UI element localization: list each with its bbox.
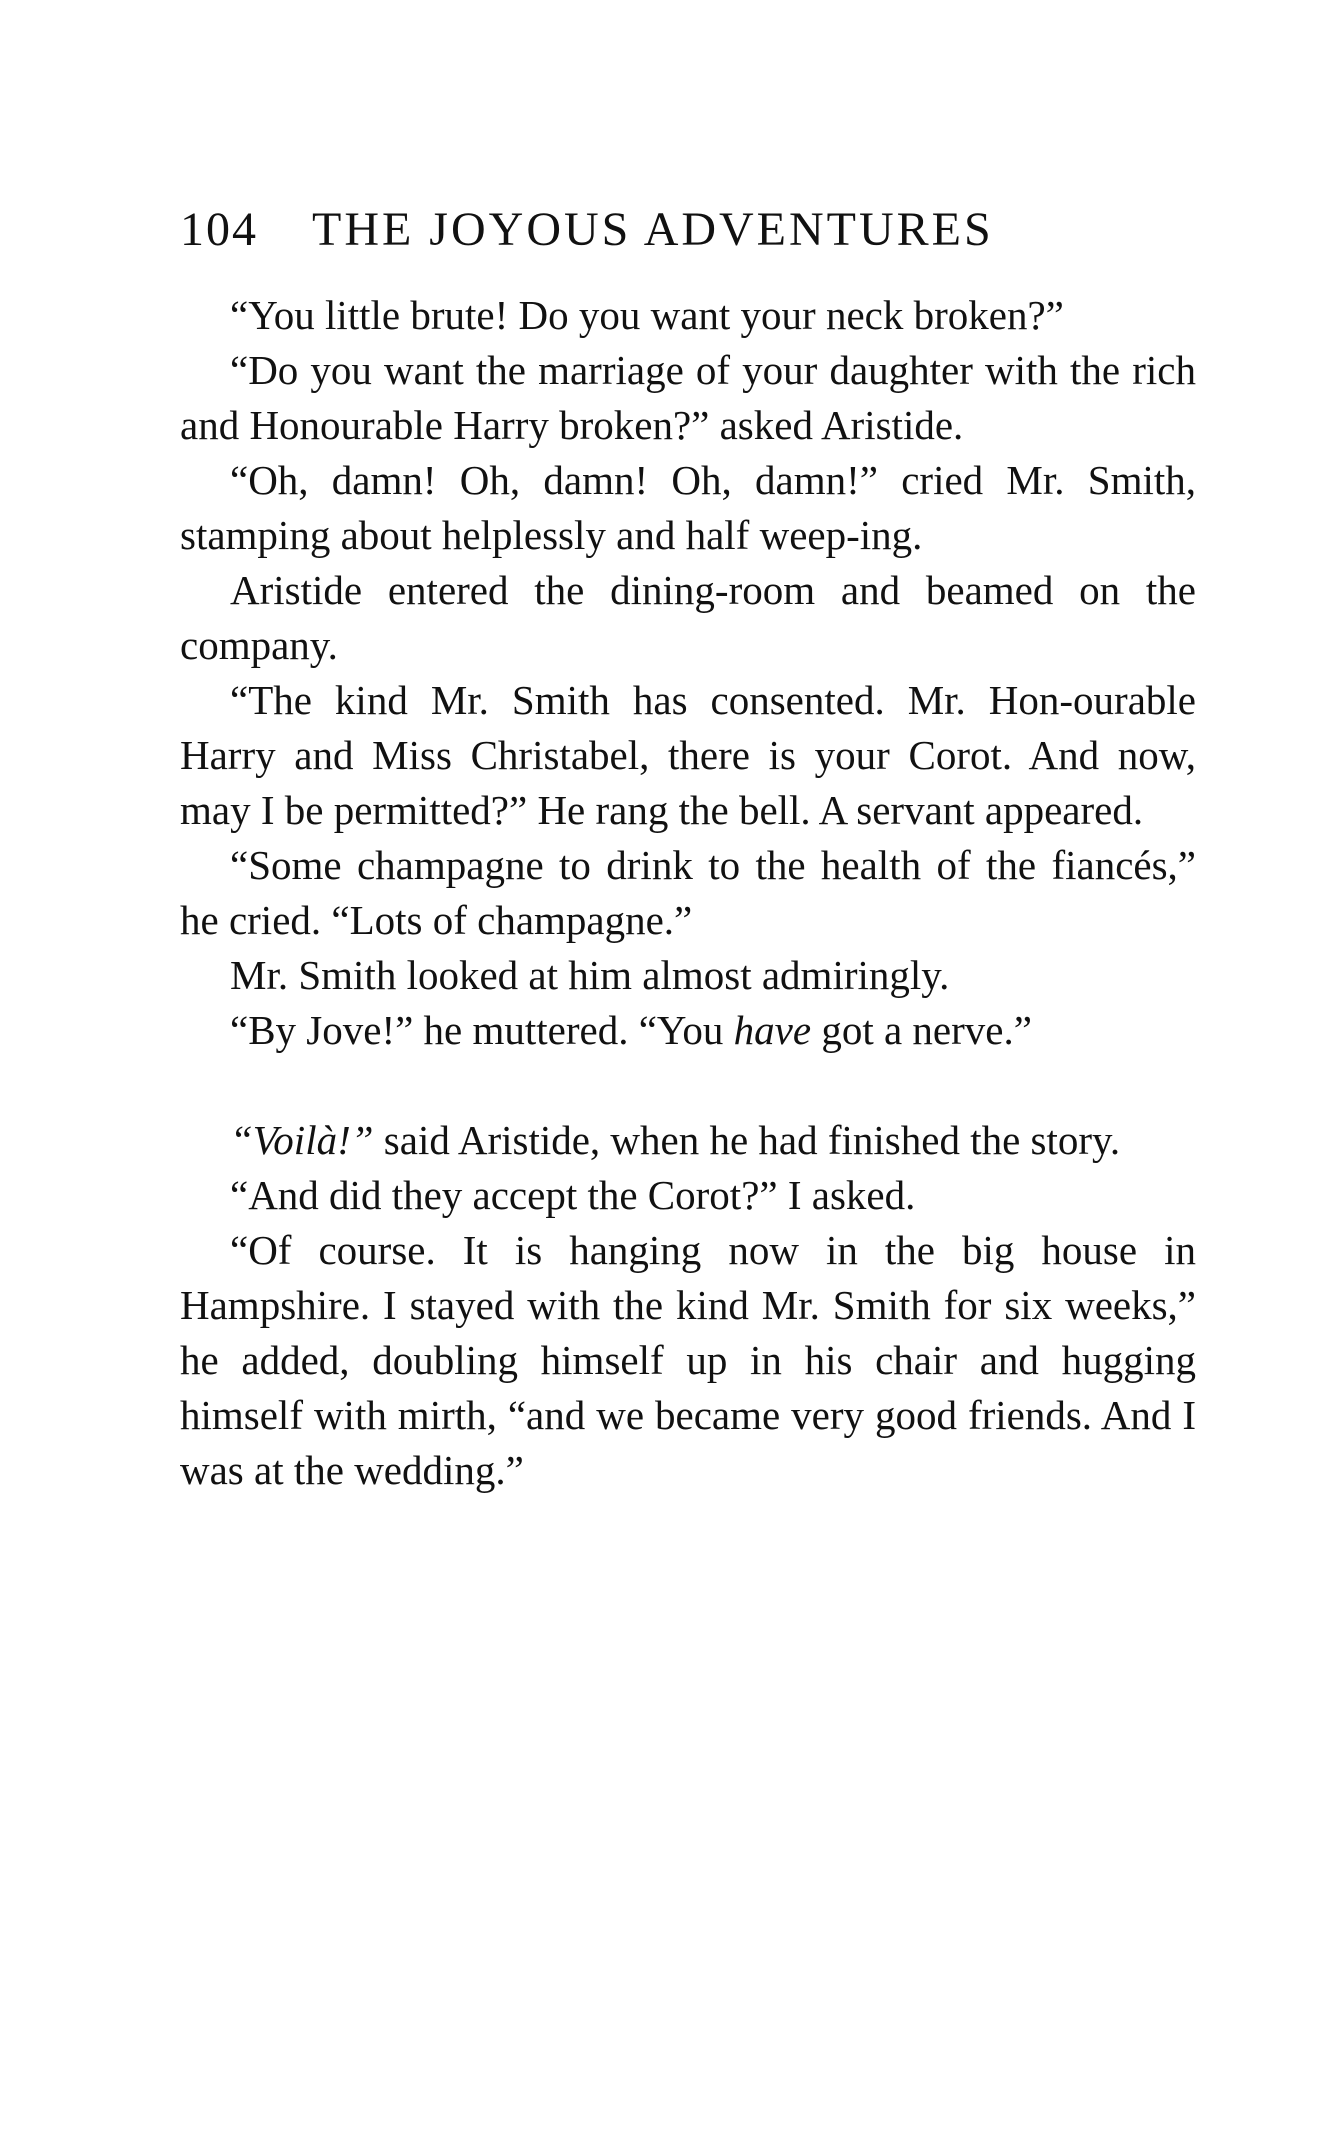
paragraph-8-part-1: “By Jove!” he muttered. “You: [230, 1007, 734, 1053]
paragraph-9: [180, 1113, 1196, 1168]
body-text: [180, 288, 1196, 1498]
paragraph-1: “You little brute! Do you want your neck broken?”: [230, 292, 1064, 338]
page-number: 104: [180, 203, 258, 256]
paragraph-11: “Of course. It is hanging now in the big house in Hampshire. I stayed with the kind Mr. Smith for six weeks,” he added, doubling himself up in his chair and hugging himself with mirth, “and we became very good friends. And I was at the wedding.”: [180, 1227, 1196, 1493]
paragraph-8-part-2: got a nerve.”: [811, 1007, 1032, 1053]
paragraph-8: [180, 1003, 1196, 1058]
paragraph-5: “The kind Mr. Smith has consented. Mr. Hon-ourable Harry and Miss Christabel, there is your Corot. And now, may I be permitted?” He rang the bell. A servant appeared.: [180, 677, 1196, 833]
paragraph-2: “Do you want the marriage of your daughter with the rich and Honourable Harry broken?” asked Aristide.: [180, 347, 1196, 448]
paragraph-6: “Some champagne to drink to the health of the fiancés,” he cried. “Lots of champagne.”: [180, 842, 1196, 943]
paragraph-7: Mr. Smith looked at him almost admiringly.: [230, 952, 950, 998]
paragraph-4: Aristide entered the dining-room and beamed on the company.: [180, 567, 1196, 668]
running-title: THE JOYOUS ADVENTURES: [312, 203, 994, 256]
page-header: [180, 200, 1160, 260]
paragraph-9-emphasis: “Voilà!”: [230, 1117, 374, 1163]
paragraph-3: “Oh, damn! Oh, damn! Oh, damn!” cried Mr. Smith, stamping about helplessly and half weep-ing.: [180, 457, 1196, 558]
paragraph-10: “And did they accept the Corot?” I asked.: [230, 1172, 916, 1218]
paragraph-8-emphasis: have: [733, 1007, 812, 1053]
paragraph-9-part-1: said Aristide, when he had finished the story.: [373, 1117, 1121, 1163]
